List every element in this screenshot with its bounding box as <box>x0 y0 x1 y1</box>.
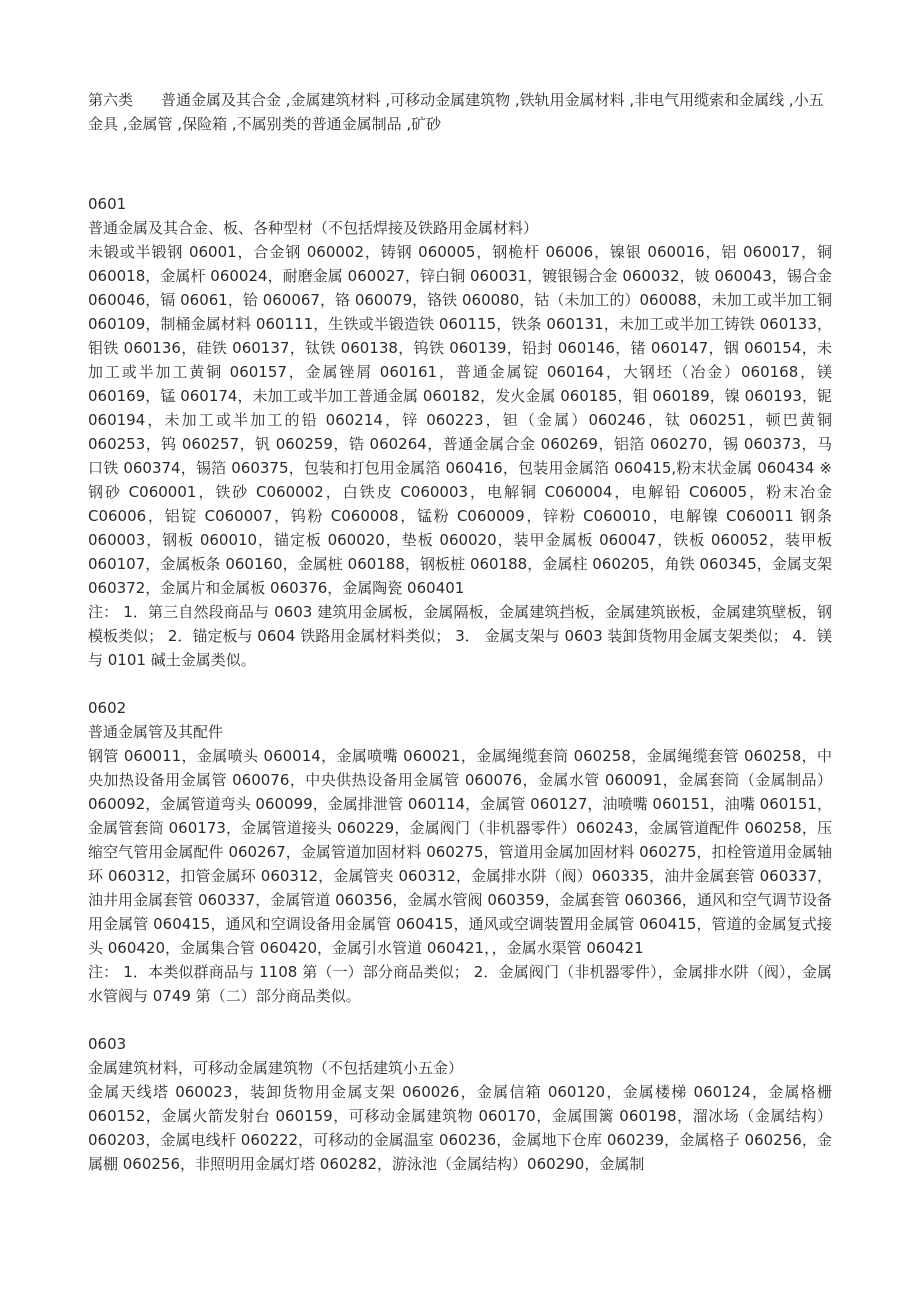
class-heading <box>88 88 832 136</box>
class-number: 第六类 <box>88 91 134 109</box>
section-body: 金属天线塔 060023，装卸货物用金属支架 060026，金属信箱 060120，金属楼梯 060124，金属格栅 060152，金属火箭发射台 060159，可移动金属建筑物 060170，金属围篱 060198，溜冰场（金属结构）060203，金属电线杆 060222，可移动的金属温室 060236，金属地下仓库 060239，金属格子 060256，金属棚 060256，非照明用金属灯塔 060282，游泳池（金属结构）060290，金属制 <box>88 1083 832 1173</box>
section-0603 <box>88 1032 832 1176</box>
section-body: 未锻或半锻钢 06001，合金钢 060002，铸钢 060005，钢桅杆 06006，镍银 060016，铝 060017，铜 060018，金属杆 060024，耐磨金属 060027，锌白铜 060031，镀银锡合金 060032，铍 060043，锡合金 060046，镉 06061，铪 060067，铬 060079，铬铁 060080，钴（未加工的）060088，未加工或半加工铜 060109，制桶金属材料 060111，生铁或半锻造铁 060115，铁条 060131，未加工或半加工铸铁 060133，钼铁 060136，硅铁 060137，钛铁 060138，钨铁 060139，铅封 060146，锗 060147，铟 060154，未加工或半加工黄铜 060157，金属锉屑 060161，普通金属锭 060164，大钢坯（冶金）060168，镁 060169，锰 060174，未加工或半加工普通金属 060182，发火金属 060185，钼 060189，镍 060193，铌 060194，未加工或半加工的铅 060214，锌 060223，钽（金属）060246，钛 060251，顿巴黄铜 060253，钨 060257，钒 060259，锆 060264，普通金属合金 060269，铝箔 060270，锡 060373，马口铁 060374，锡箔 060375，包装和打包用金属箔 060416，包装用金属箔 060415,粉末状金属 060434 ※钢砂 C060001，铁砂 C060002，白铁皮 C060003，电解铜 C060004，电解铅 C06005，粉末冶金 C06006，铝锭 C060007，钨粉 C060008，锰粉 C060009，锌粉 C060010，电解镍 C060011 钢条 060003，钢板 060010，锚定板 060020，垫板 060020，装甲金属板 060047，铁板 060052，装甲板 060107，金属板条 060160，金属桩 060188，钢板桩 060188，金属柱 060205，角铁 060345，金属支架 060372，金属片和金属板 060376，金属陶瓷 060401 <box>88 243 832 597</box>
section-note: 注： 1．第三自然段商品与 0603 建筑用金属板，金属隔板，金属建筑挡板，金属建筑嵌板，金属建筑壁板，钢模板类似； 2．锚定板与 0604 铁路用金属材料类似； 3． 金属支架与 0603 装卸货物用金属支架类似； 4．镁与 0101 碱土金属类似。 <box>88 603 832 669</box>
section-note: 注： 1．本类似群商品与 1108 第（一）部分商品类似； 2．金属阀门（非机器零件），金属排水阱（阀），金属水管阀与 0749 第（二）部分商品类似。 <box>88 963 832 1005</box>
class-heading-text: 普通金属及其合金 ,金属建筑材料 ,可移动金属建筑物 ,铁轨用金属材料 ,非电气用缆索和金属线 ,小五金具 ,金属管 ,保险箱 ,不属别类的普通金属制品 ,矿砂 <box>88 91 824 133</box>
section-title: 金属建筑材料，可移动金属建筑物（不包括建筑小五金） <box>88 1059 464 1077</box>
section-0601 <box>88 192 832 672</box>
section-0602 <box>88 696 832 1008</box>
section-code: 0602 <box>88 699 127 717</box>
section-code: 0603 <box>88 1035 127 1053</box>
section-body: 钢管 060011，金属喷头 060014，金属喷嘴 060021，金属绳缆套筒 060258，金属绳缆套管 060258，中央加热设备用金属管 060076，中央供热设备用金属管 060076，金属水管 060091，金属套筒（金属制品）060092，金属管道弯头 060099，金属排泄管 060114，金属管 060127，油喷嘴 060151，油嘴 060151，金属管套筒 060173，金属管道接头 060229，金属阀门（非机器零件）060243，金属管道配件 060258，压缩空气管用金属配件 060267，金属管道加固材料 060275，管道用金属加固材料 060275，扣栓管道用金属轴环 060312，扣管金属环 060312，金属管夹 060312，金属排水阱（阀）060335，油井金属套管 060337，油井用金属套管 060337，金属管道 060356，金属水管阀 060359，金属套管 060366，通风和空气调节设备用金属管 060415，通风和空调设备用金属管 060415，通风或空调装置用金属管 060415，管道的金属复式接头 060420，金属集合管 060420，金属引水管道 060421，，金属水渠管 060421 <box>88 747 832 957</box>
section-title: 普通金属管及其配件 <box>88 723 224 741</box>
section-code: 0601 <box>88 195 127 213</box>
section-title: 普通金属及其合金、板、各种型材（不包括焊接及铁路用金属材料） <box>88 219 539 237</box>
